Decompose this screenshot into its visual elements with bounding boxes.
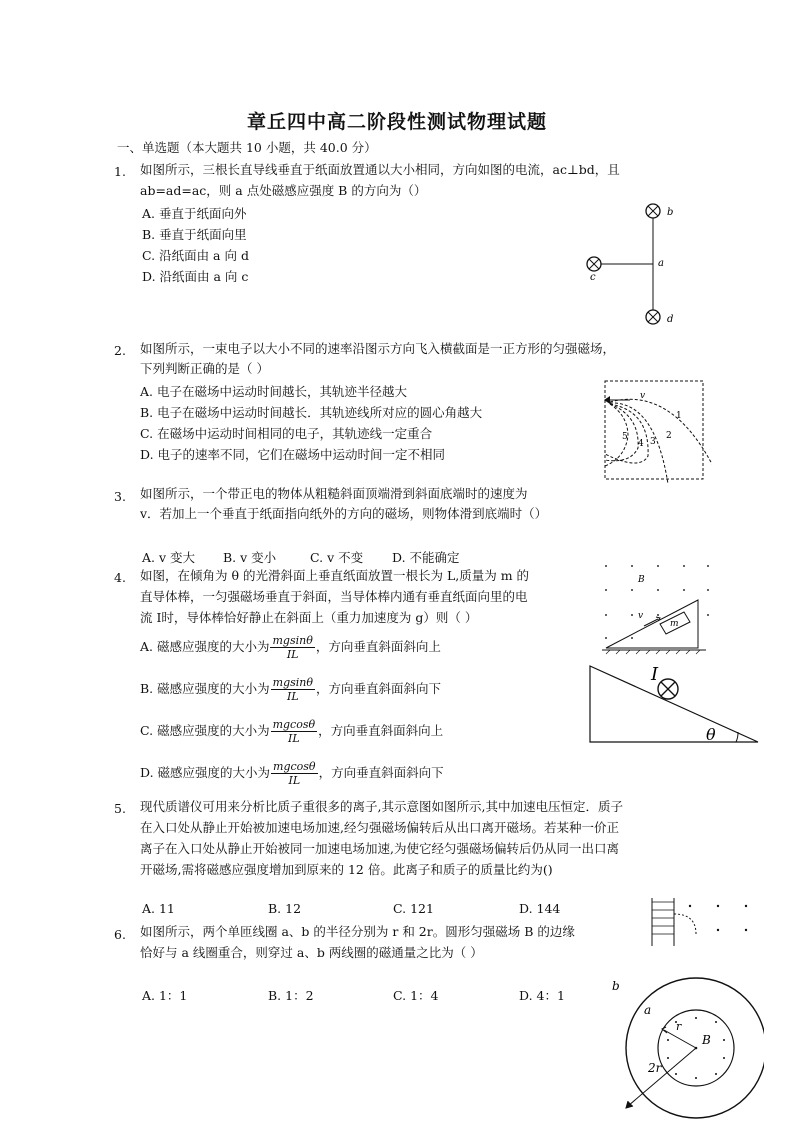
option-text: B. 磁感应强度的大小为 bbox=[140, 681, 270, 696]
question-text-line: 如图所示，两个单匝线圈 a、b 的半径分别为 r 和 2r。圆形匀强磁场 B 的边缘 bbox=[140, 924, 575, 939]
question-text-line: 现代质谱仪可用来分析比质子重很多的离子,其示意图如图所示,其中加速电压恒定．质子 bbox=[140, 799, 623, 814]
option-b: B. 垂直于纸面向里 bbox=[142, 227, 247, 242]
label-a: a bbox=[658, 258, 664, 269]
label-m: m bbox=[670, 619, 679, 629]
question-number: 5. bbox=[114, 801, 126, 816]
question-text-line: ab=ad=ac，则 a 点处磁感应强度 B 的方向为（） bbox=[140, 183, 427, 198]
option-text: C. 磁感应强度的大小为 bbox=[140, 723, 270, 738]
incline-magnetic-figure bbox=[598, 560, 714, 658]
label-B: B bbox=[638, 575, 645, 585]
label-a: a bbox=[644, 1003, 652, 1017]
option-b bbox=[140, 676, 441, 703]
fraction-numerator: mgsinθ bbox=[272, 676, 313, 689]
label-2: 2 bbox=[666, 431, 672, 441]
option-text: ，方向垂直斜面斜向下 bbox=[315, 681, 441, 696]
question-text-line: 如图，在倾角为 θ 的光滑斜面上垂直纸面放置一根长为 L,质量为 m 的 bbox=[140, 568, 530, 583]
option-d: D. 144 bbox=[519, 901, 561, 916]
label-B: B bbox=[702, 1033, 711, 1047]
fraction-denominator: IL bbox=[288, 732, 300, 745]
label-5: 5 bbox=[622, 432, 628, 442]
option-a: A. 1：1 bbox=[142, 988, 188, 1003]
question-number: 2. bbox=[114, 343, 126, 358]
question-text-line: 如图所示，一个带正电的物体从粗糙斜面顶端滑到斜面底端时的速度为 bbox=[140, 486, 528, 501]
section-heading: 一、单选题（本大题共 10 小题，共 40.0 分） bbox=[117, 140, 377, 155]
question-text-line: 离子在入口处从静止开始被同一加速电场加速,为使它经匀强磁场偏转后仍从同一出口离 bbox=[140, 841, 619, 856]
option-text: ，方向垂直斜面斜向上 bbox=[315, 639, 441, 654]
option-text: D. 磁感应强度的大小为 bbox=[140, 765, 271, 780]
label-b: b bbox=[667, 207, 674, 218]
fraction-numerator: mgsinθ bbox=[272, 634, 313, 647]
question-text-line: 开磁场,需将磁感应强度增加到原来的 12 倍。此离子和质子的质量比约为() bbox=[140, 862, 553, 877]
current-into-page-icon bbox=[658, 679, 678, 699]
option-d: D. 沿纸面由 a 向 c bbox=[142, 269, 249, 284]
question-text-line: 流 I时，导体棒恰好静止在斜面上（重力加速度为 g）则（ ） bbox=[140, 610, 478, 625]
option-a: A. 11 bbox=[142, 901, 175, 916]
option-c: C. 在磁场中运动时间相同的电子，其轨迹线一定重合 bbox=[140, 426, 433, 441]
wire-c-icon bbox=[587, 257, 601, 271]
fraction bbox=[271, 718, 318, 745]
page-title: 章丘四中高二阶段性测试物理试题 bbox=[246, 111, 547, 133]
option-c: C. v 不变 bbox=[310, 550, 364, 565]
option-text: ，方向垂直斜面斜向下 bbox=[318, 765, 444, 780]
question-text-line: 如图所示，一束电子以大小不同的速率沿图示方向飞入横截面是一正方形的匀强磁场， bbox=[140, 341, 616, 356]
option-d bbox=[140, 760, 444, 787]
label-c: c bbox=[590, 272, 596, 283]
option-a: A. v 变大 bbox=[142, 550, 196, 565]
fraction-denominator: IL bbox=[286, 648, 299, 661]
fraction bbox=[270, 634, 314, 661]
question-text-line: 直导体棒，一匀强磁场垂直于斜面，当导体棒内通有垂直纸面向里的电 bbox=[140, 589, 528, 604]
mass-spectrometer-figure bbox=[646, 894, 756, 950]
option-c: C. 1：4 bbox=[393, 988, 439, 1003]
conductor-incline-figure bbox=[586, 662, 764, 748]
option-b: B. 电子在磁场中运动时间越长．其轨迹线所对应的圆心角越大 bbox=[140, 405, 483, 420]
label-2r: 2r bbox=[648, 1061, 662, 1075]
label-3: 3 bbox=[650, 437, 656, 447]
label-b: b bbox=[612, 979, 620, 993]
label-4: 4 bbox=[638, 439, 644, 449]
question-number: 4. bbox=[114, 570, 126, 585]
question-number: 1. bbox=[114, 164, 126, 179]
question-text-line: 下列判断正确的是（ ） bbox=[140, 361, 269, 376]
option-b: B. v 变小 bbox=[223, 550, 277, 565]
option-text: A. 磁感应强度的大小为 bbox=[140, 639, 270, 654]
question-number: 3. bbox=[114, 489, 126, 504]
wire-b-icon bbox=[646, 204, 660, 218]
question-text-line: v．若加上一个垂直于纸面指向纸外的方向的磁场，则物体滑到底端时（） bbox=[140, 506, 548, 521]
label-v: v bbox=[638, 611, 644, 621]
fraction-numerator: mgcosθ bbox=[273, 760, 316, 773]
option-a: A. 电子在磁场中运动时间越长，其轨迹半径越大 bbox=[140, 384, 407, 399]
option-d: D. 不能确定 bbox=[392, 550, 460, 565]
question-text-line: 恰好与 a 线圈重合，则穿过 a、b 两线圈的磁通量之比为（ ） bbox=[140, 945, 483, 960]
label-d: d bbox=[667, 314, 674, 325]
option-a bbox=[140, 634, 441, 661]
option-c: C. 121 bbox=[393, 901, 434, 916]
fraction bbox=[271, 676, 315, 703]
option-a: A. 垂直于纸面向外 bbox=[142, 206, 247, 221]
fraction-denominator: IL bbox=[288, 774, 301, 787]
option-c: C. 沿纸面由 a 向 d bbox=[142, 248, 249, 263]
question-number: 6. bbox=[114, 927, 126, 942]
wires-figure bbox=[580, 198, 690, 328]
fraction-denominator: IL bbox=[286, 690, 299, 703]
label-theta: θ bbox=[706, 725, 716, 744]
question-text-line: 如图所示，三根长直导线垂直于纸面放置通以大小相同，方向如图的电流，ac⊥bd，且 bbox=[140, 162, 620, 177]
label-v: v bbox=[640, 391, 646, 401]
option-b: B. 12 bbox=[268, 901, 302, 916]
option-c bbox=[140, 718, 443, 745]
option-d: D. 电子的速率不同，它们在磁场中运动时间一定不相同 bbox=[140, 447, 446, 462]
option-text: ，方向垂直斜面斜向上 bbox=[318, 723, 444, 738]
label-1: 1 bbox=[676, 411, 682, 421]
wire-d-icon bbox=[646, 310, 660, 324]
label-r: r bbox=[676, 1020, 682, 1033]
fraction-numerator: mgcosθ bbox=[272, 718, 316, 731]
question-text-line: 在入口处从静止开始被加速电场加速,经匀强磁场偏转后从出口离开磁场。若某种一价正 bbox=[140, 820, 619, 835]
square-field-figure bbox=[600, 376, 712, 488]
label-I: I bbox=[651, 664, 659, 685]
fraction bbox=[271, 760, 318, 787]
coils-figure bbox=[604, 960, 764, 1120]
option-b: B. 1：2 bbox=[268, 988, 314, 1003]
option-d: D. 4：1 bbox=[519, 988, 565, 1003]
